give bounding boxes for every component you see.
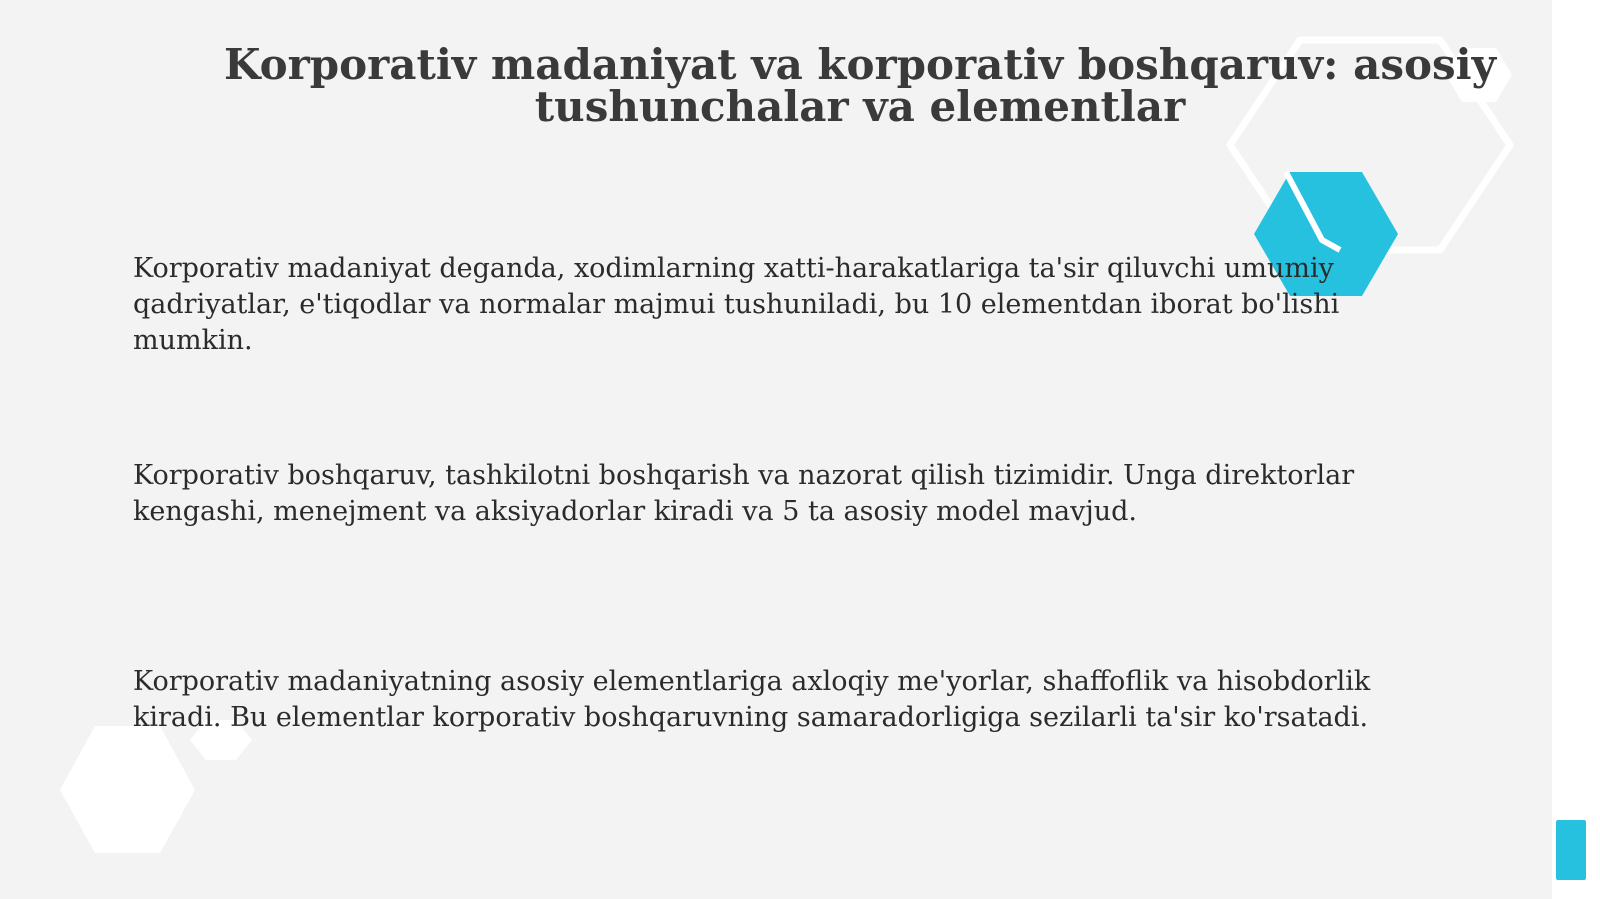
paragraph-corporate-culture: Korporativ madaniyat deganda, xodimlarning xatti-harakatlariga ta'sir qiluvchi umumiy qadriyatlar, e'tiqodlar va normalar majmui tushuniladi, bu 10 elementdan iborat bo'lishi mumkin. bbox=[133, 253, 1340, 356]
scrollbar-thumb[interactable] bbox=[1556, 820, 1586, 880]
paragraph-corporate-governance: Korporativ boshqaruv, tashkilotni boshqarish va nazorat qilish tizimidir. Unga direktorlar kengashi, menejment va aksiyadorlar kiradi va 5 ta asosiy model mavjud. bbox=[133, 460, 1355, 527]
hexagon-white-icon bbox=[60, 726, 195, 853]
scrollbar-track[interactable] bbox=[1552, 0, 1600, 899]
slide-title: Korporativ madaniyat va korporativ boshqaruv: asosiy tushunchalar va elementlar bbox=[224, 40, 1496, 131]
paragraph-key-elements: Korporativ madaniyatning asosiy elementlariga axloqiy me'yorlar, shaffoflik va hisobdorlik kiradi. Bu elementlar korporativ boshqaruvning samaradorligiga sezilarli ta'sir ko'rsatadi. bbox=[133, 666, 1371, 733]
